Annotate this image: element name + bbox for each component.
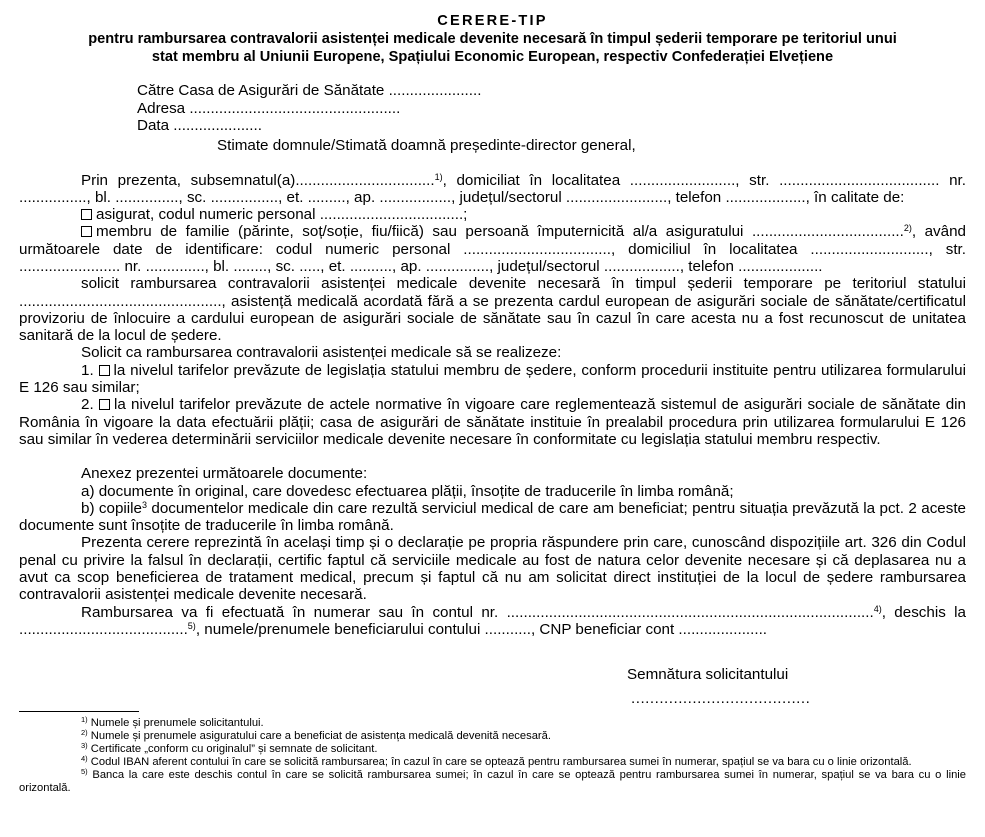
footnote-ref-5: 5) [187,620,196,631]
footnote-text: Certificate „conform cu originalul” și semnate de solicitant. [87,743,378,755]
spacer [19,155,966,172]
payment-text-c: , numele/prenumele beneficiarului contului ..........., CNP beneficiar cont ..................... [195,620,768,638]
applicant-paragraph [19,172,966,207]
footnote-mark: 3) [81,741,88,750]
option-membru-familie [19,223,966,275]
greeting: Stimate domnule/Stimată doamnă președinte-director general, [217,136,636,154]
footnote-ref-3: 3 [141,499,147,510]
option-asigurat [19,206,966,223]
option-membru-label-a: membru de familie (părinte, soț/soție, fiu/fiică) sau persoană împuternicită al/a asiguratului .................................... [96,223,904,241]
option-membru-label-b: , având următoarele date de identificare: codul numeric personal ..................................., domiciliul în localitatea ............................, str. ........................ nr. .............., bl. ........, sc. ....., et. .........., ap. ..............., județul/sectorul .................., telefon .................... [19,223,966,275]
date-line: Data ..................... [137,117,262,134]
annex-item-b [19,500,966,535]
footnote-divider [19,711,139,712]
checkbox-option-1[interactable] [99,365,110,376]
footnote-mark: 2) [81,728,88,737]
payment-text-a: Rambursarea va fi efectuată în numerar sau în contul nr. ....................................................................................... [81,603,874,621]
footnote-text: Banca la care este deschis contul în care se solicită rambursarea sumei; în cazul în care se optează pentru rambursarea sumei în numerar, spațiul se va bara cu o linie orizontală. [19,769,966,794]
declaration-paragraph: Prezenta cerere reprezintă în același timp și o declarație pe propria răspundere prin care, cunoscând dispozițiile art. 326 din Codul penal cu privire la falsul în declarații, certific faptul că serviciile medicale au fost de natura celor devenite necesare și că deplasarea nu a avut ca scop beneficierea de tratament medical, precum și faptul că nu am solicitat direct instituției de la locul de ședere rambursarea contravalorii asistenței medicale devenite necesară. [19,534,966,604]
address-line: Adresa .................................................. [137,99,401,117]
form-page [19,12,967,794]
addressee-line: Către Casa de Asigurări de Sănătate ...................... [137,82,482,99]
annex-item-b-text-a: b) copiile [81,499,142,517]
annex-item-a: a) documente în original, care dovedesc efectuarea plății, însoțite de traducerile în limba română; [81,482,734,500]
footnote-ref-1: 1) [434,171,443,182]
applicant-text-b: , domiciliat în localitatea ........................., str. ...................................... nr. ................, bl. ..............., sc. ................, et. ........., ap. ................., județul/sectorul ........................, telefon ..................., în calitate de: [19,171,966,206]
footnote-item [19,756,966,769]
payment-paragraph [19,604,966,639]
footnote-text: Codul IBAN aferent contului în care se solicită rambursarea; în cazul în care se optează pentru rambursarea sumei în numerar, spațiul se va bara cu o linie orizontală. [87,756,912,768]
footnote-ref-2: 2) [903,223,912,234]
checkbox-option-2[interactable] [99,399,110,410]
footnote-mark: 5) [81,767,88,776]
option-1-number: 1. [81,361,94,379]
reimbursement-intro: Solicit ca rambursarea contravalorii asistenței medicale să se realizeze: [81,344,562,362]
footnote-ref-4: 4) [873,603,882,614]
annex-item-b-text-b: documentelor medicale din care rezultă serviciul medical de care am beneficiat; pentru situația prevăzută la pct. 2 aceste documente sunt însoțite de traducerile în limba română. [19,499,967,535]
footnote-item [19,717,966,730]
option-2-number: 2. [81,396,94,414]
footnote-mark: 1) [81,715,88,724]
document-subtitle [19,30,966,66]
option-1-text: la nivelul tarifelor prevăzute de legislația statului membru de ședere, conform procedurii instituite pentru utilizarea formularului E 126 sau similar; [19,361,966,397]
signature-line: ...................................... [631,690,811,707]
checkbox-asigurat[interactable] [81,209,92,220]
request-paragraph: solicit rambursarea contravalorii asistenței medicale devenite necesară în timpul șederii temporare pe teritoriul statului ................................................, asistență medicală acordată fără a se prezenta cardul european de asigurări sociale de sănătate/certificatul provizoriu de înlocuire a cardului european de asigurări sociale de sănătate sau în cazul în care acesta nu a fost recunoscut de unitatea sanitară de la locul de ședere. [19,275,966,345]
checkbox-membru-familie[interactable] [81,226,92,237]
option-2-text: la nivelul tarifelor prevăzute de actele normative în vigoare care reglementează sistemul de asigurări sociale de sănătate din România în vigoare la data efectuării plății; casa de asigurări de sănătate instituie în prealabil procedura prin utilizarea formularului E 126 sau similar în vederea determinării serviciilor medicale devenite necesare în conformitate cu legislația statului membru respectiv. [19,396,966,448]
signature-label: Semnătura solicitantului [627,666,789,683]
reimbursement-option-2 [19,396,966,448]
footnote-item [19,769,966,795]
document-title: CERERE-TIP [437,13,548,29]
applicant-text-a: Prin prezenta, subsemnatul(a)................................. [81,171,435,189]
option-asigurat-label: asigurat, codul numeric personal ..................................; [96,206,468,224]
footnotes [19,717,966,795]
footnote-text: Numele și prenumele asiguratului care a beneficiat de asistența medicală devenită necesară. [87,730,551,742]
spacer [19,448,966,465]
subtitle-line-1: pentru rambursarea contravalorii asistenței medicale devenite necesară în timpul șederii temporare pe teritoriul unui [88,31,897,47]
footnote-text: Numele și prenumele solicitantului. [87,717,264,729]
address-block [137,82,966,135]
reimbursement-option-1 [19,362,966,397]
footnote-item [19,730,966,743]
annex-intro: Anexez prezentei următoarele documente: [81,465,368,483]
footnote-item [19,743,966,756]
subtitle-line-2: stat membru al Uniunii Europene, Spațiului Economic European, respectiv Confederației Elvețiene [151,49,834,65]
payment-text-b: , deschis la ........................................ [19,603,966,638]
footnote-mark: 4) [81,754,88,763]
